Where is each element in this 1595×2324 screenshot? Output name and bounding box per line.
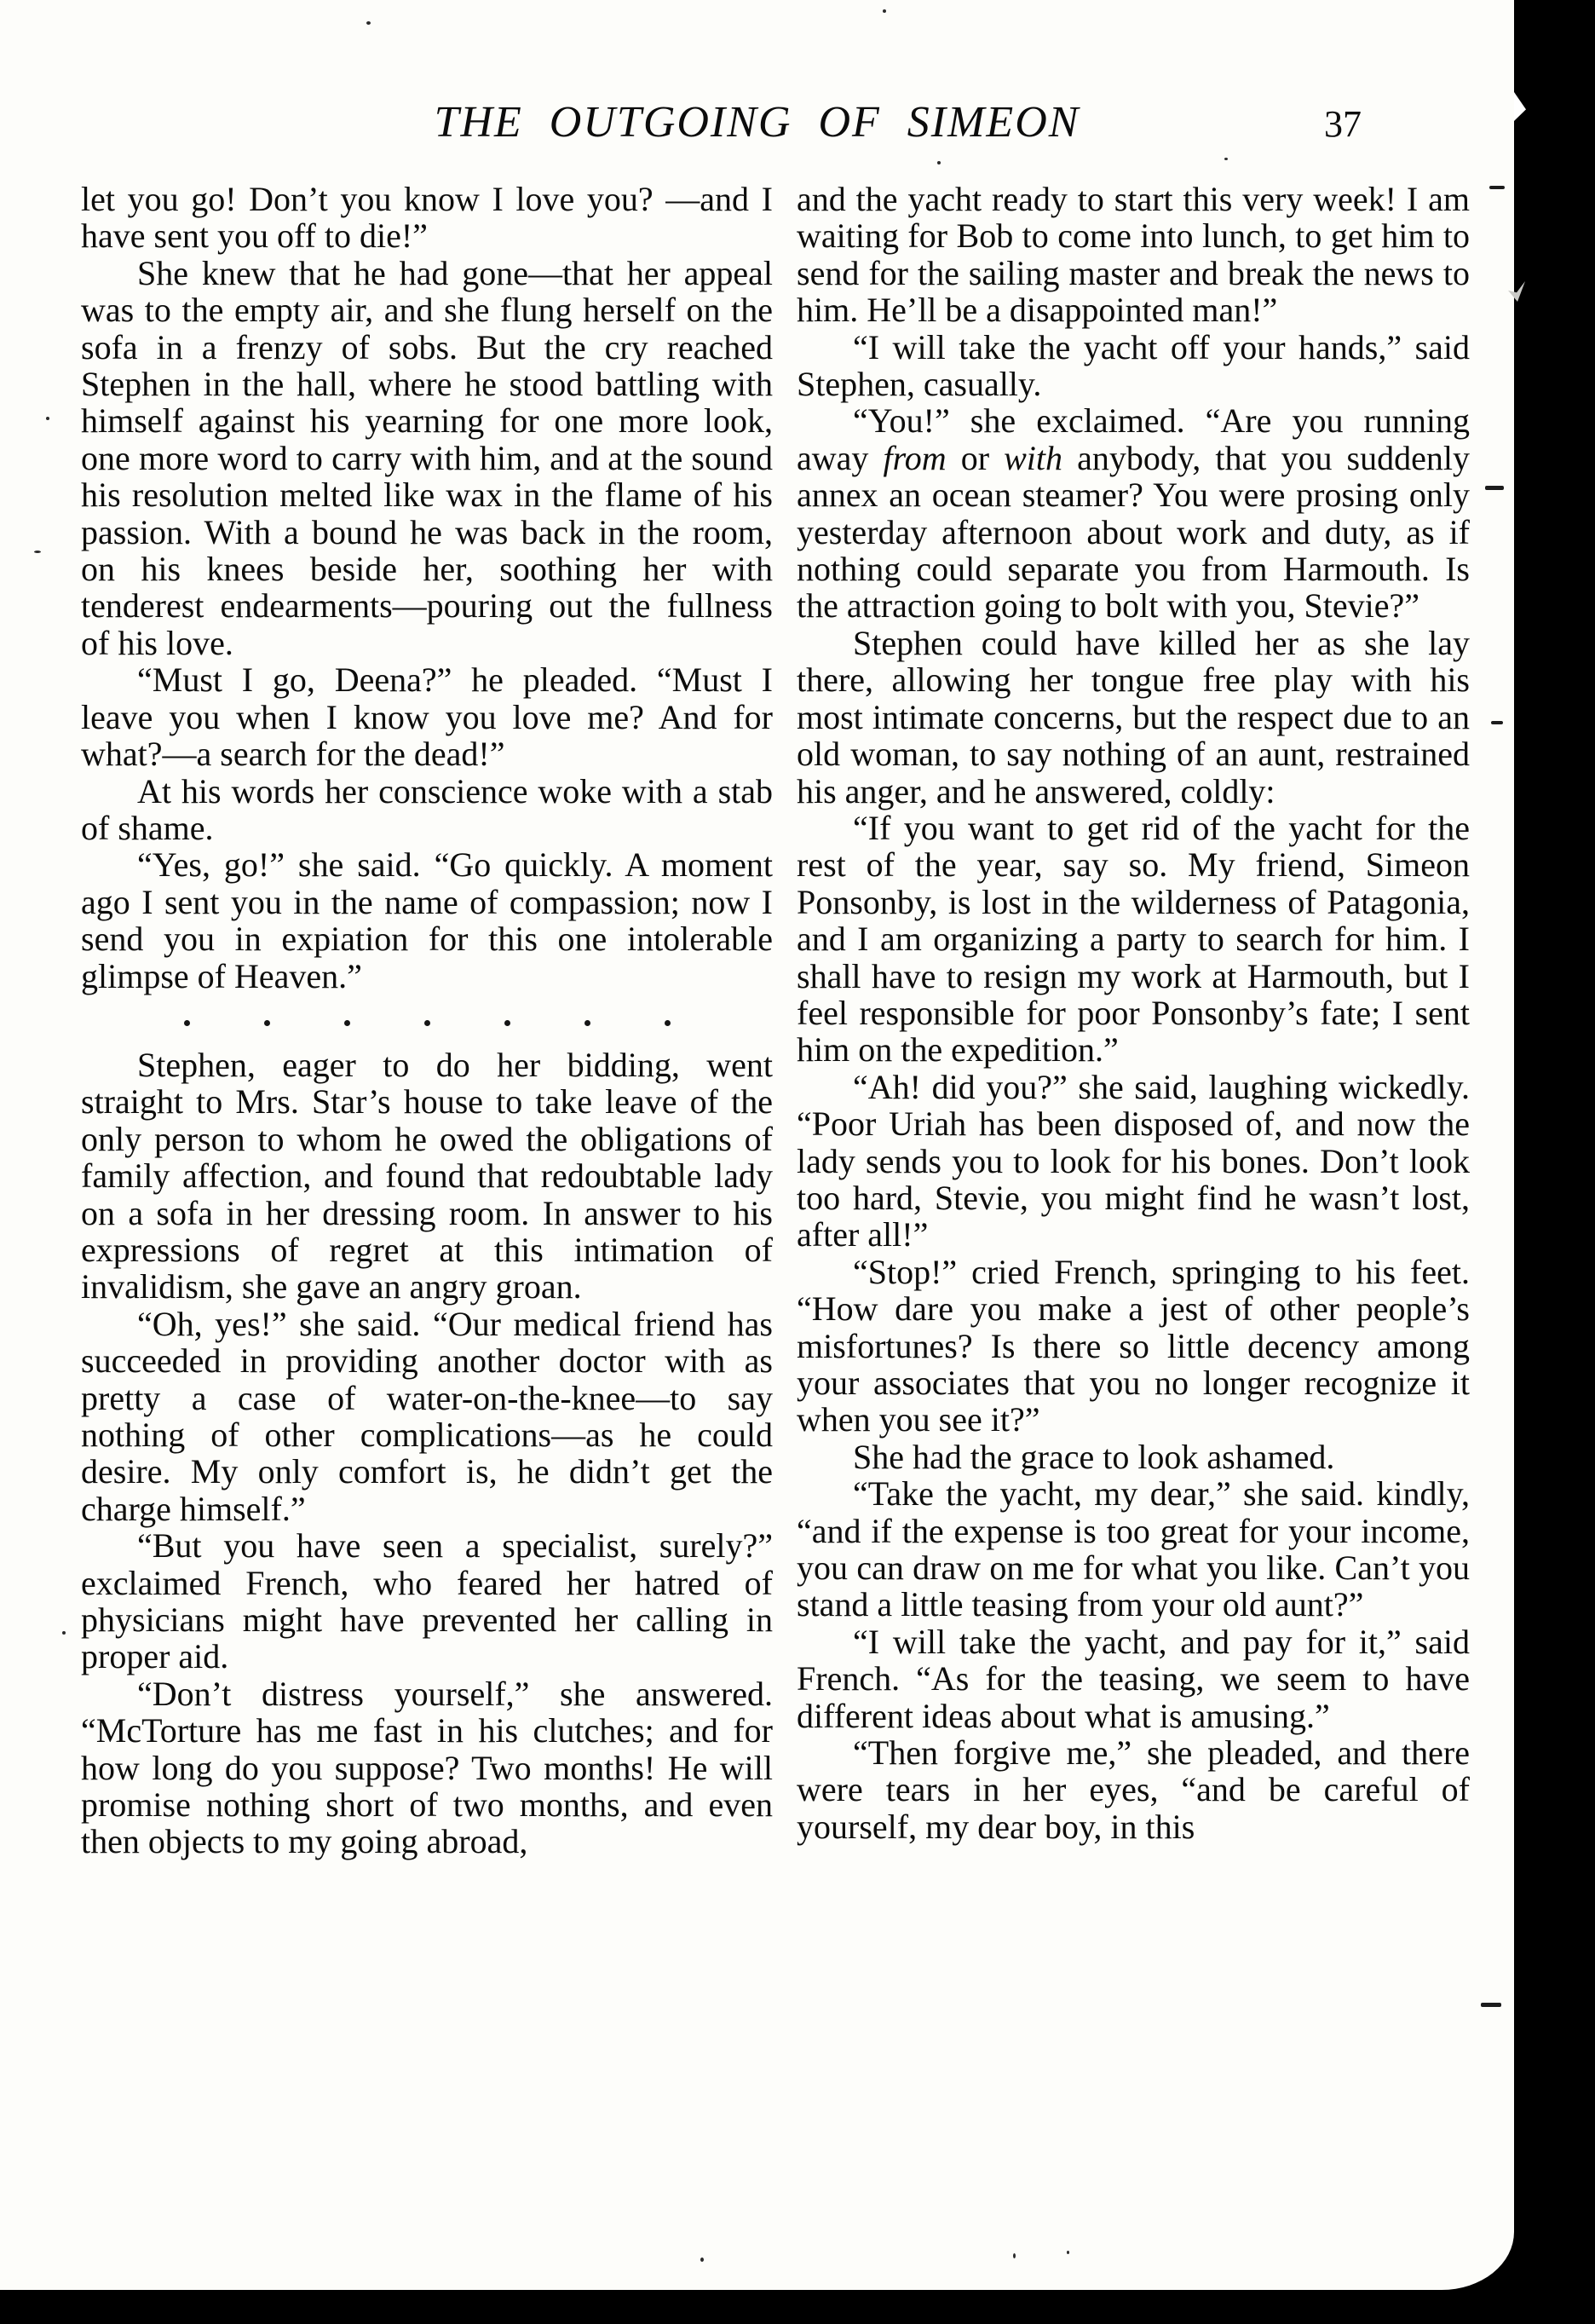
paragraph: “Then forgive me,” she pleaded, and there were tears in her eyes, “and be careful of yourself, my dear boy, in this [797,1733,1470,1846]
paragraph: At his words her conscience woke with a stab of shame. [81,771,773,847]
running-header-title: THE OUTGOING OF SIMEON [434,98,1080,147]
paragraph: let you go! Don’t you know I love you? —and I have sent you off to die!” [81,180,773,256]
paragraph: “If you want to get rid of the yacht for the rest of the year, say so. My friend, Simeon Ponsonby, is lost in the wilderness of Patagonia, and I am organizing a party to search for him. I shall have to resign my work at Harmouth, but I feel responsible for poor Ponsonby’s fate; I sent him on the expedition.” [797,808,1470,1070]
scanner-bed-right [1514,0,1595,2324]
paragraph-segment: or [946,438,1005,477]
left-column [81,181,773,1860]
paragraph: “Must I go, Deena?” he pleaded. “Must I leave you when I know you love me? And for what?—a search for the dead!” [81,660,773,774]
paragraph: “Take the yacht, my dear,” she said. kindly, “and if the expense is too great for your income, you can draw on me for what you like. Can’t you stand a little teasing from your old aunt?” [797,1474,1470,1624]
paragraph: and the yacht ready to start this very week! I am waiting for Bob to come into lunch, to get him to send for the sailing master and break the news to him. He’ll be a disappointed man!” [797,180,1470,330]
paragraph [797,402,1470,624]
paragraph: “Ah! did you?” she said, laughing wickedly. “Poor Uriah has been disposed of, and now the lady sends you to look for his bones. Don’t look too hard, Stevie, you might find he wasn’t lost, after all!” [797,1067,1470,1254]
right-column [797,181,1470,1845]
paragraph: Stephen could have killed her as she lay there, allowing her tongue free play with his most intimate concerns, but the respect due to an old woman, to say nothing of an aunt, restrained his anger, and he answered, coldly: [797,623,1470,810]
page-edge-mark [1491,721,1503,724]
paragraph-segment-italic: from [883,438,947,477]
paragraph-segment-italic: with [1004,438,1063,477]
page-number: 37 [1324,103,1362,145]
scan-speck [883,9,886,13]
paragraph: “But you have seen a specialist, surely?” exclaimed French, who feared her hatred of physicians might have prevented her calling in proper aid. [81,1526,773,1676]
scan-speck [1013,2253,1016,2258]
separator-dot [504,1020,510,1026]
paragraph: “Don’t distress yourself,” she answered. “McTorture has me fast in his clutches; and for how long do you suppose? Two months! He will promise nothing short of two months, and even then objects to my going abroad, [81,1674,773,1861]
separator-dot [665,1020,671,1026]
scan-speck [1224,158,1228,160]
paragraph: “Oh, yes!” she said. “Our medical friend has succeeded in providing another doctor with as pretty a case of water-on-the-knee—to say nothing of other complications—as he could desire. My only comfort is, he didn’t get the charge himself.” [81,1304,773,1528]
scan-speck [62,1631,66,1635]
page-edge-mark [1485,486,1504,490]
separator-dot [424,1020,430,1026]
scan-speck [1067,2251,1069,2254]
page-edge-mark [1481,2003,1501,2007]
scan-speck [700,2258,704,2262]
paragraph: She had the grace to look ashamed. [853,1437,1335,1476]
separator-dot [184,1020,190,1026]
paragraph: “Yes, go!” she said. “Go quickly. A moment ago I sent you in the name of compassion; now I send you in expiation for this one intolerable glimpse of Heaven.” [81,845,773,995]
scanner-bed-bottom [0,2290,1595,2324]
scan-speck [34,551,41,553]
separator-dot [264,1020,270,1026]
paragraph: “I will take the yacht off your hands,” said Stephen, casually. [797,327,1470,404]
scan-speck [937,161,941,164]
paragraph: She knew that he had gone—that her appeal was to the empty air, and she flung herself on the sofa in a frenzy of sobs. But the cry reached Stephen in the hall, where he stood battling with himself against his yearning for one more look, one more word to carry with him, and at the sound his resolution melted like wax in the flame of his passion. With a bound he was back in the room, on his knees beside her, soothing her with tenderest endearments—pouring out the fullness of his love. [81,253,773,662]
separator-dot [344,1020,350,1026]
paragraph: “I will take the yacht, and pay for it,” said French. “As for the teasing, we seem to have different ideas about what is amusing.” [797,1622,1470,1735]
paragraph-segment: anybody, that you suddenly annex an ocean steamer? You were prosing only yesterday afternoon about work and duty, as if nothing could separate you from Harmouth. Is the attraction going to bolt with you, Stevie?” [797,438,1470,626]
paragraph: “Stop!” cried French, springing to his feet. “How dare you make a jest of other people’s misfortunes? Is there so little decency among your associates that you no longer recognize it when you see it?” [797,1252,1470,1439]
paragraph: Stephen, eager to do her bidding, went straight to Mrs. Star’s house to take leave of the only person to whom he owed the obligations of family affection, and found that redoubtable lady on a sofa in her dressing room. In answer to his expressions of regret at this intimation of invalidism, she gave an angry groan. [81,1045,773,1306]
paragraph-segment: “You!” she exclaimed. “Are you running away [797,401,1470,477]
scan-speck [366,21,371,25]
section-separator-dots [81,995,773,1047]
page-edge-mark [1489,186,1505,189]
separator-dot [584,1020,590,1026]
scan-speck [46,417,49,420]
